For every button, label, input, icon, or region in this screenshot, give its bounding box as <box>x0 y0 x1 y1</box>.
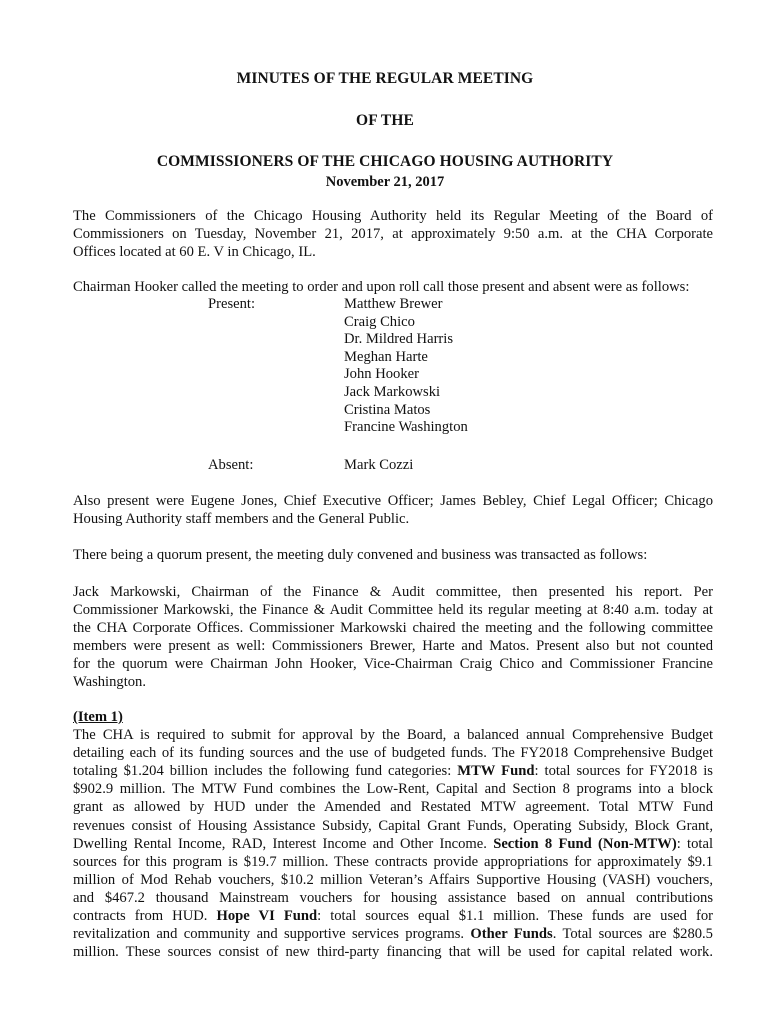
finance-line: members were present as well: Commissioners Brewer, Harte and Matos. Present also but not counted <box>73 638 713 655</box>
finance-line: Washington. <box>73 674 147 691</box>
item1-text: contracts from HUD. <box>73 908 217 925</box>
finance-line: Commissioner Markowski, the Finance & Audit Committee held its regular meeting at 8:40 a.m. today at <box>73 602 713 619</box>
item1-heading-line <box>73 708 713 726</box>
mtw-fund-label: MTW Fund <box>457 763 535 780</box>
also-present-paragraph <box>73 492 713 528</box>
present-list <box>344 296 468 437</box>
item1-line <box>73 907 713 925</box>
absent-list <box>344 457 413 475</box>
quorum-line: There being a quorum present, the meeting duly convened and business was transacted as follows: <box>73 547 648 563</box>
item1-text: : total sources for FY2018 is <box>534 763 713 780</box>
item1-line: sources for this program is $19.7 million. These contracts provide appropriations for approximately $9.1 <box>73 853 713 870</box>
item1-text: : total sources equal $1.1 million. These funds are used for <box>317 908 713 925</box>
item1-line <box>73 835 713 853</box>
present-label: Present: <box>208 296 256 312</box>
item1-line <box>73 762 713 780</box>
item1-text: revitalization and community and supportive services programs. <box>73 926 471 943</box>
item1-text: . Total sources are $280.5 <box>552 926 713 943</box>
item1-line: revenues consist of Housing Assistance Subsidy, Capital Grant Funds, Operating Subsidy, Block Grant, <box>73 817 713 834</box>
present-member: Craig Chico <box>344 313 415 330</box>
intro-line: Offices located at 60 E. V in Chicago, IL. <box>73 244 316 261</box>
meeting-date: November 21, 2017 <box>325 174 445 190</box>
hope-vi-fund-label: Hope VI Fund <box>216 908 318 925</box>
intro-paragraph <box>73 207 713 261</box>
roll-call-line: Chairman Hooker called the meeting to order and upon roll call those present and absent were as follows: <box>73 279 690 295</box>
finance-line: the CHA Corporate Offices. Commissioner Markowski chaired the meeting and the following committee <box>73 620 713 637</box>
finance-paragraph <box>73 583 713 692</box>
item1-heading: (Item 1) <box>73 709 123 725</box>
finance-line: Jack Markowski, Chairman of the Finance & Audit committee, then presented his report. Per <box>73 584 713 600</box>
quorum-paragraph <box>73 546 713 564</box>
item1-text: : total <box>676 835 713 852</box>
item1-text: totaling $1.204 billion includes the following fund categories: <box>73 763 458 780</box>
item1-line: million of Mod Rehab vouchers, $10.2 million Veteran’s Affairs Supportive Housing (VASH) vouchers, <box>73 871 713 888</box>
also-present-line: Also present were Eugene Jones, Chief Executive Officer; James Bebley, Chief Legal Officer; Chicago <box>73 493 713 509</box>
intro-line: Commissioners on Tuesday, November 21, 2017, at approximately 9:50 a.m. at the CHA Corporate <box>73 226 713 243</box>
section8-fund-label: Section 8 Fund (Non-MTW) <box>493 835 677 852</box>
item1-section <box>73 708 713 961</box>
document-title-line-1: MINUTES OF THE REGULAR MEETING <box>236 70 534 87</box>
item1-line: and $467.2 thousand Mainstream vouchers for housing assistance based on annual contributions <box>73 889 713 906</box>
present-member: Francine Washington <box>344 419 468 436</box>
item1-line: detailing each of its funding sources and the use of budgeted funds. The FY2018 Comprehensive Budget <box>73 745 713 762</box>
document-title-line-3: COMMISSIONERS OF THE CHICAGO HOUSING AUTHORITY <box>156 153 614 170</box>
item1-line <box>73 925 713 943</box>
item1-line: $902.9 million. The MTW Fund combines the Low-Rent, Capital and Section 8 programs into a block <box>73 781 713 798</box>
finance-line: for the quorum were Chairman John Hooker, Vice-Chairman Craig Chico and Commissioner Francine <box>73 656 713 673</box>
present-member: Meghan Harte <box>344 348 428 365</box>
present-member: Dr. Mildred Harris <box>344 331 454 348</box>
intro-line: The Commissioners of the Chicago Housing Authority held its Regular Meeting of the Board of <box>73 208 713 224</box>
present-member: Matthew Brewer <box>344 296 443 312</box>
also-present-line: Housing Authority staff members and the General Public. <box>73 511 410 528</box>
item1-line: The CHA is required to submit for approval by the Board, a balanced annual Comprehensive Budget <box>73 727 713 744</box>
present-member: John Hooker <box>344 366 419 383</box>
item1-line: million. These sources consist of new third-party financing that will be used for capital related work. <box>73 944 713 961</box>
document-title-line-2: OF THE <box>356 112 414 129</box>
roll-call-text <box>73 278 713 296</box>
other-funds-label: Other Funds <box>470 926 553 943</box>
absent-member: Mark Cozzi <box>344 457 414 473</box>
item1-line: grant as allowed by HUD under the Amended and Restated MTW agreement. Total MTW Fund <box>73 799 713 816</box>
present-member: Jack Markowski <box>344 383 441 400</box>
absent-label: Absent: <box>208 457 254 473</box>
present-member: Cristina Matos <box>344 401 431 418</box>
item1-text: Dwelling Rental Income, RAD, Interest Income and Other Income. <box>73 835 494 852</box>
